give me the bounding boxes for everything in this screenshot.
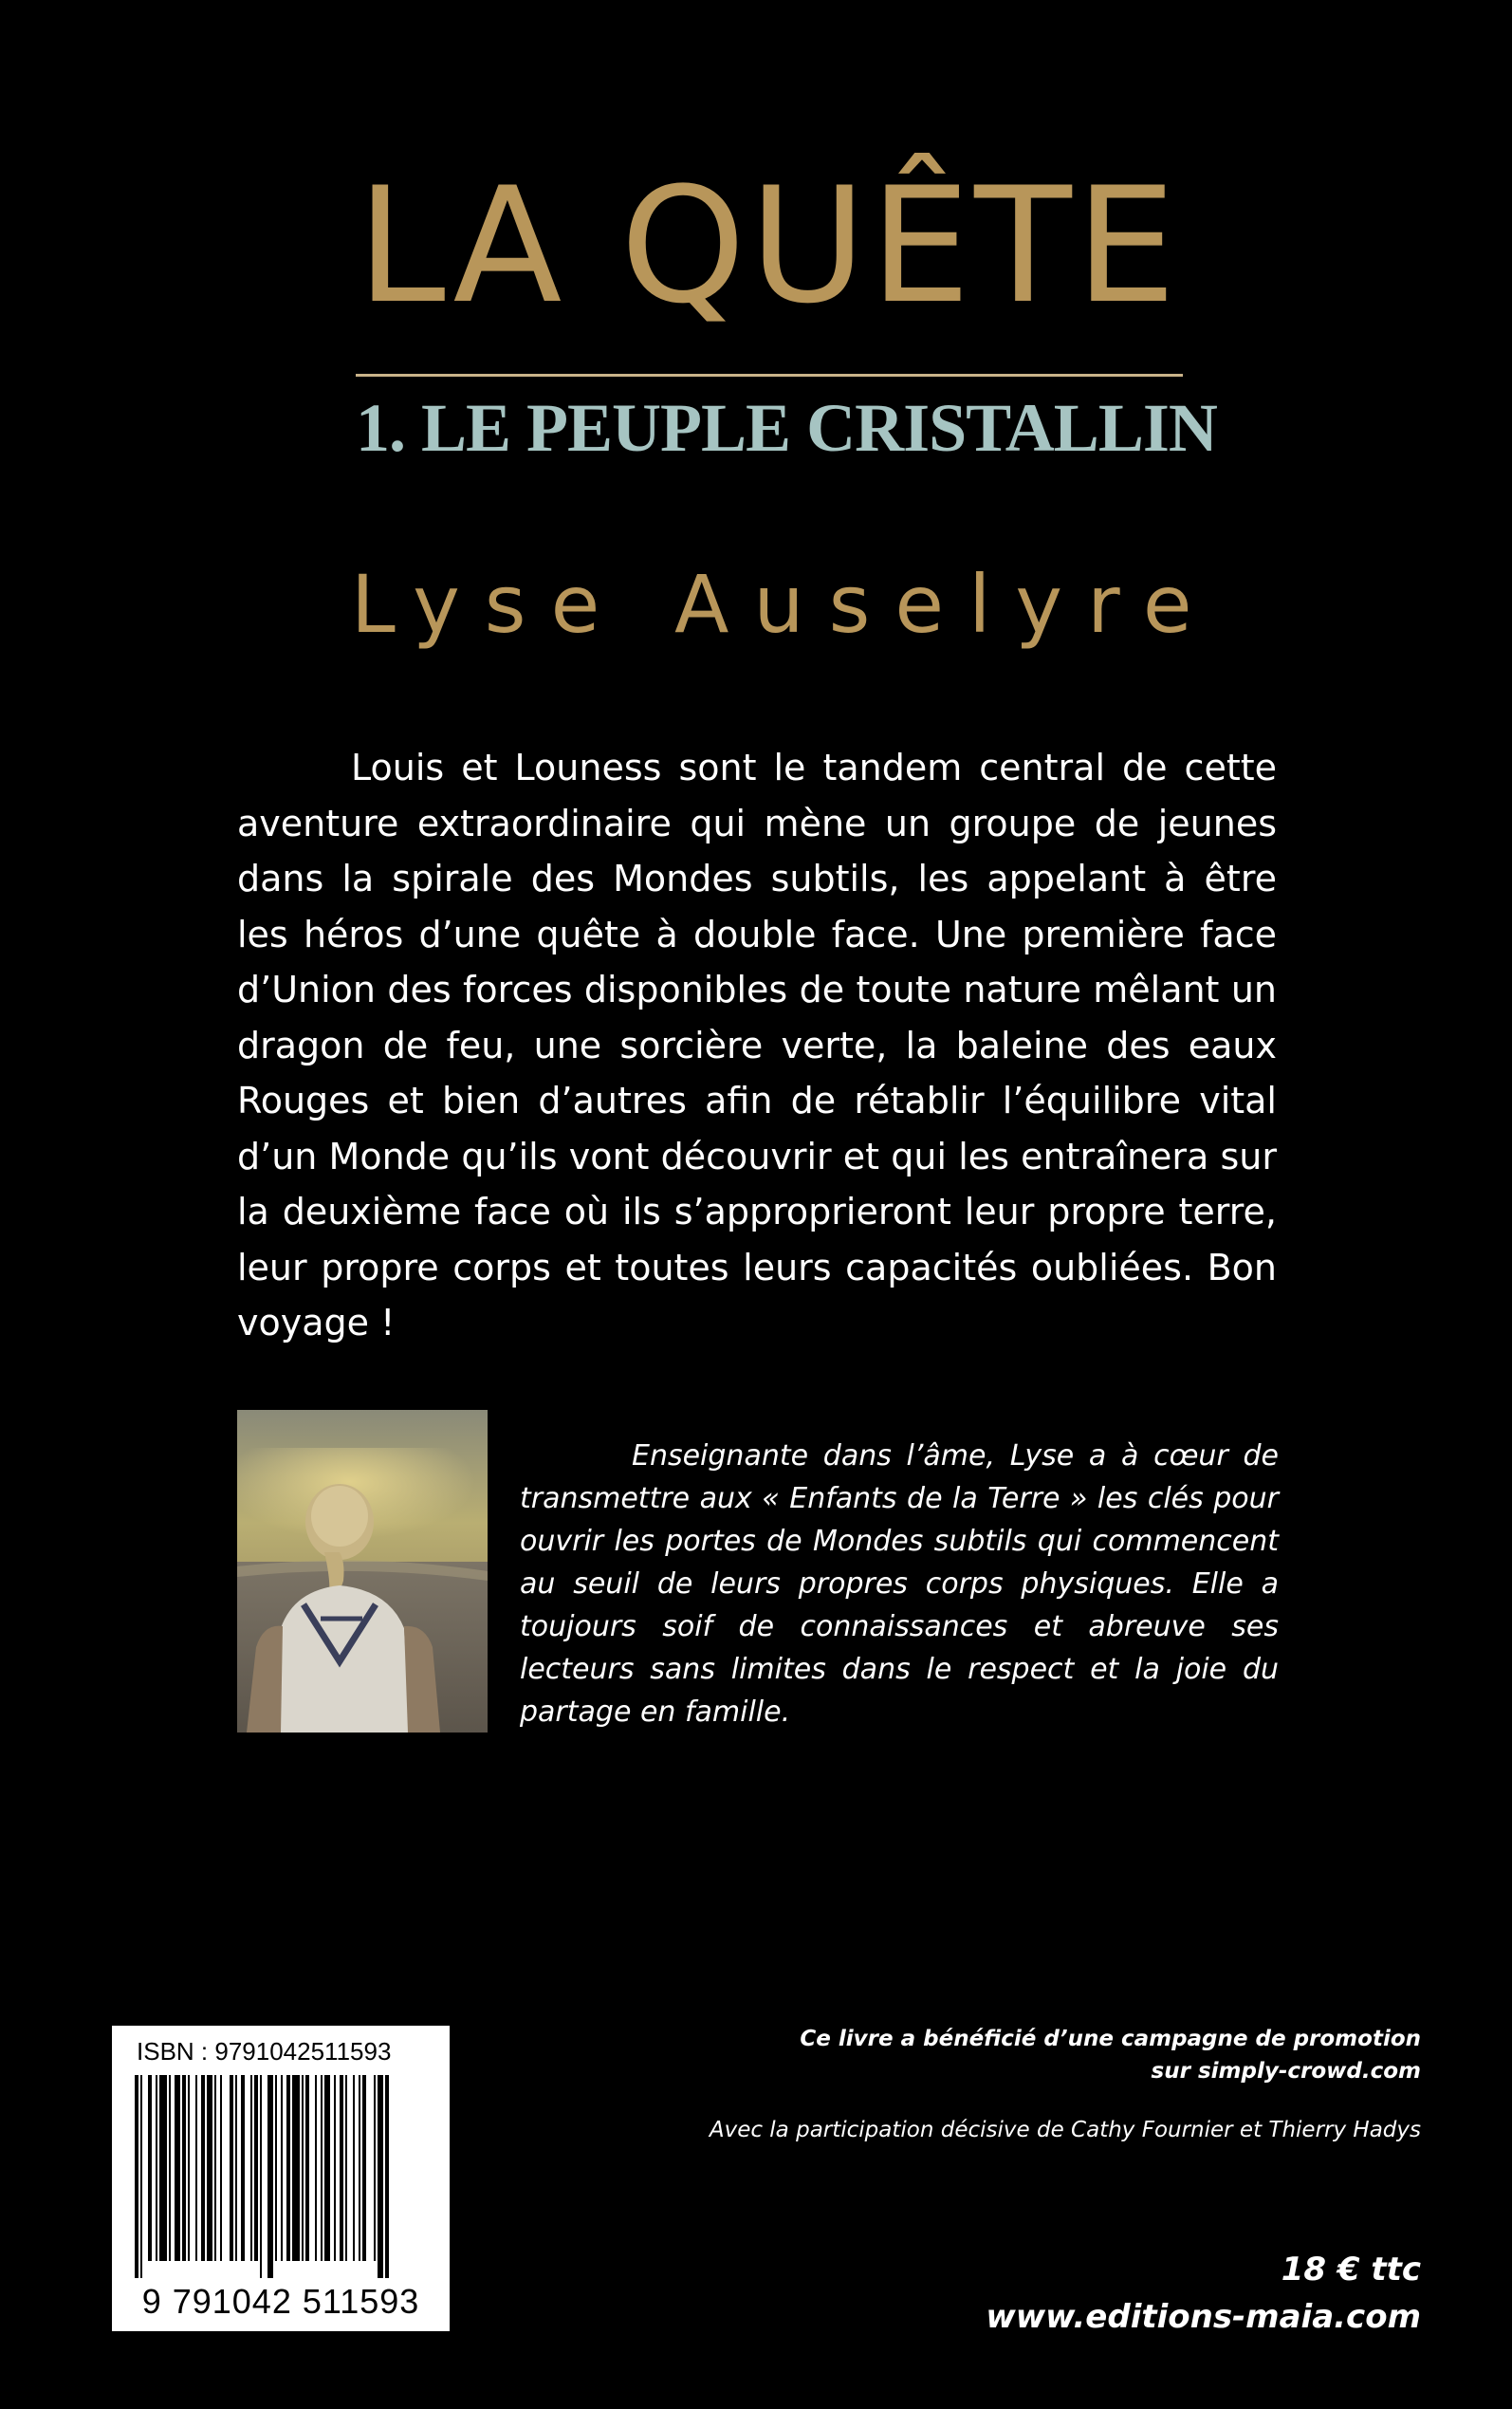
barcode-bar <box>156 2075 157 2261</box>
barcode-bar <box>334 2075 336 2261</box>
barcode-bar <box>159 2075 167 2261</box>
barcode-bar <box>220 2075 222 2261</box>
barcode-bar <box>214 2075 216 2261</box>
title-divider <box>356 374 1183 377</box>
book-title: LA QUÊTE <box>357 153 1180 339</box>
barcode-bar <box>241 2075 245 2261</box>
isbn-label: ISBN : 9791042511593 <box>137 2037 392 2066</box>
author-photo <box>237 1410 488 1733</box>
barcode-bar <box>281 2075 283 2261</box>
barcode-bars <box>135 2075 429 2278</box>
barcode-bar <box>374 2075 376 2261</box>
book-subtitle: 1. LE PEUPLE CRISTALLIN <box>356 390 1217 466</box>
barcode-bar <box>188 2075 190 2261</box>
barcode-bar <box>321 2075 323 2261</box>
barcode-bar <box>385 2075 389 2278</box>
barcode-bar <box>148 2075 152 2261</box>
author-bio: Enseignante dans l’âme, Lyse a à cœur de transmettre aux « Enfants de la Terre » les clés pour ouvrir les portes de Mondes subtils qui commencent au seuil de leurs propres corps physiques. Elle a toujours soif de connaissances et abreuve ses lecteurs sans limites dans le respect et la joie du partage en famille. <box>520 1439 1279 1729</box>
barcode-bar <box>135 2075 138 2278</box>
barcode-bar <box>250 2075 252 2261</box>
barcode-bar <box>286 2075 290 2261</box>
barcode-bar <box>275 2075 277 2261</box>
barcode-bar <box>201 2075 205 2261</box>
barcode-bar <box>182 2075 186 2261</box>
participation-credit: Avec la participation décisive de Cathy Fournier et Thierry Hadys <box>709 2118 1421 2142</box>
price: 18 € ttc <box>1281 2251 1421 2289</box>
barcode-bar <box>340 2075 343 2261</box>
barcode-bar <box>353 2075 355 2261</box>
barcode-bar <box>140 2075 142 2278</box>
book-blurb: Louis et Louness sont le tandem central de cette aventure extraordinaire qui mène un groupe de jeunes dans la spirale des Mondes subtils, les appelant à être les héros d’une quête à double face. Une première face d’Union des forces disponibles de toute nature mêlant un dragon de feu, une sorcière verte, la baleine des eaux Rouges et bien d’autres afin de rétablir l’équilibre vital d’un Monde qu’ils vont découvrir et qui les entraînera sur la deuxième face où ils s’approprieront leur propre terre, leur propre corps et toutes leurs capacités oubliées. Bon voyage ! <box>237 747 1277 1343</box>
barcode-bar <box>207 2075 212 2261</box>
promo-note <box>662 2023 1421 2087</box>
barcode-bar <box>362 2075 366 2261</box>
promo-line-1: Ce livre a bénéficié d’une campagne de promotion <box>800 2027 1421 2051</box>
barcode-bar <box>315 2075 317 2261</box>
barcode-bar <box>345 2075 347 2261</box>
barcode-bar <box>305 2075 309 2261</box>
author-name: Lyse Auselyre <box>351 558 1217 651</box>
barcode-bar <box>235 2075 237 2261</box>
publisher-website: www.editions-maia.com <box>986 2298 1421 2336</box>
barcode-bar <box>230 2075 233 2261</box>
barcode-bar <box>267 2075 273 2278</box>
barcode-bar <box>378 2075 383 2278</box>
barcode-bar <box>302 2075 304 2261</box>
barcode-bar <box>169 2075 171 2261</box>
barcode-digits: 9 791042 511593 <box>141 2282 420 2321</box>
barcode-panel <box>112 2026 450 2331</box>
barcode-bar <box>359 2075 360 2261</box>
promo-line-2: sur simply-crowd.com <box>1151 2059 1421 2084</box>
barcode-bar <box>292 2075 300 2261</box>
barcode-bar <box>260 2075 262 2278</box>
barcode-bar <box>324 2075 330 2261</box>
barcode-bar <box>175 2075 180 2261</box>
barcode-bar <box>195 2075 197 2261</box>
barcode-bar <box>254 2075 258 2261</box>
